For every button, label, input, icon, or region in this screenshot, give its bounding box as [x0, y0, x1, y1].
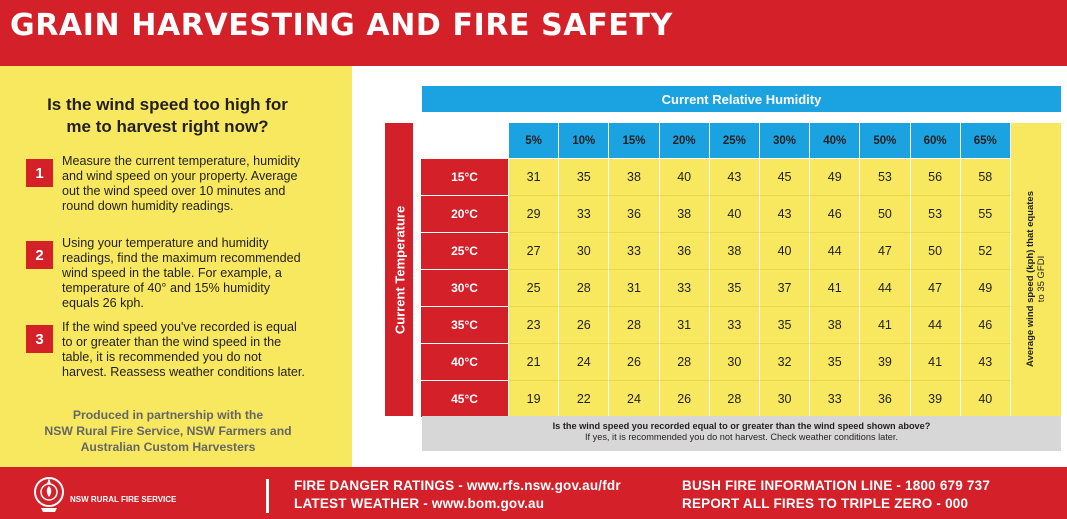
instructions-panel [0, 66, 352, 467]
wind-speed-cell: 36 [660, 233, 710, 270]
partner-line-2: NSW Rural Fire Service, NSW Farmers and [44, 424, 292, 438]
wind-speed-cell: 33 [609, 233, 659, 270]
wind-speed-cell: 31 [660, 307, 710, 344]
partner-line-1: Produced in partnership with the [72, 408, 264, 422]
humidity-header-cell: 10% [559, 123, 609, 159]
wind-speed-cell: 35 [559, 159, 609, 196]
wind-speed-cell: 44 [860, 270, 910, 307]
wind-speed-cell: 38 [609, 159, 659, 196]
humidity-header-cell: 15% [609, 123, 659, 159]
wind-speed-table-area [352, 66, 1067, 467]
table-note [422, 416, 1061, 451]
wind-speed-cell: 36 [609, 196, 659, 233]
wind-speed-cell: 41 [911, 344, 961, 381]
wind-speed-cell: 31 [609, 270, 659, 307]
bush-fire-info-line: BUSH FIRE INFORMATION LINE - 1800 679 737 [682, 478, 991, 493]
average-wind-label [1025, 191, 1047, 367]
temperature-header-cell: 40°C [421, 344, 509, 381]
wind-speed-cell: 38 [660, 196, 710, 233]
humidity-header-cell: 5% [509, 123, 559, 159]
question-heading [0, 94, 335, 138]
step-text: Measure the current temperature, humidity and wind speed on your property. Average out the wind speed over 10 minutes and round down humidity readings. [62, 154, 300, 213]
wind-speed-cell: 38 [810, 307, 860, 344]
humidity-header-cell: 50% [860, 123, 910, 159]
wind-speed-cell: 39 [860, 344, 910, 381]
wind-speed-cell: 35 [810, 344, 860, 381]
wind-speed-cell: 24 [609, 381, 659, 418]
wind-speed-cell: 38 [710, 233, 760, 270]
wind-speed-cell: 41 [860, 307, 910, 344]
temperature-header-cell: 25°C [421, 233, 509, 270]
wind-speed-cell: 32 [760, 344, 810, 381]
wind-speed-cell: 22 [559, 381, 609, 418]
wind-speed-cell: 28 [559, 270, 609, 307]
wind-speed-cell: 39 [911, 381, 961, 418]
partnership-note [0, 407, 336, 455]
temperature-header-cell: 20°C [421, 196, 509, 233]
wind-speed-cell: 35 [760, 307, 810, 344]
temperature-header-cell: 35°C [421, 307, 509, 344]
wind-speed-cell: 44 [810, 233, 860, 270]
wind-speed-cell: 40 [961, 381, 1011, 418]
wind-speed-cell: 27 [509, 233, 559, 270]
temperature-title: Current Temperature [392, 205, 408, 335]
humidity-header-cell: 40% [810, 123, 860, 159]
wind-speed-cell: 24 [559, 344, 609, 381]
wind-speed-cell: 49 [961, 270, 1011, 307]
wind-speed-cell: 26 [559, 307, 609, 344]
wind-speed-cell: 40 [760, 233, 810, 270]
humidity-title-bar [422, 86, 1061, 112]
wind-speed-cell: 28 [609, 307, 659, 344]
step-number-badge: 1 [26, 159, 53, 187]
wind-speed-cell: 28 [710, 381, 760, 418]
wind-speed-cell: 30 [760, 381, 810, 418]
wind-speed-cell: 28 [660, 344, 710, 381]
temperature-header-cell: 30°C [421, 270, 509, 307]
average-wind-label-line-2: to 35 GFDI [1036, 255, 1047, 303]
temperature-header-cell: 45°C [421, 381, 509, 418]
step-number-badge: 3 [26, 325, 53, 353]
temperature-header-cell: 15°C [421, 159, 509, 196]
humidity-header-cell: 30% [760, 123, 810, 159]
wind-speed-cell: 49 [810, 159, 860, 196]
wind-speed-cell: 58 [961, 159, 1011, 196]
step-text: Using your temperature and humidity readings, find the maximum recommended wind speed in the table. For example, a temperature of 40° and 15% humidity equals 26 kph. [62, 236, 301, 310]
wind-speed-cell: 37 [760, 270, 810, 307]
wind-speed-cell: 46 [961, 307, 1011, 344]
step-number-badge: 2 [26, 241, 53, 269]
wind-speed-cell: 56 [911, 159, 961, 196]
table-corner [421, 123, 509, 159]
latest-weather: LATEST WEATHER - www.bom.gov.au [294, 496, 545, 511]
wind-speed-cell: 30 [710, 344, 760, 381]
humidity-header-cell: 25% [710, 123, 760, 159]
wind-speed-cell: 26 [609, 344, 659, 381]
wind-speed-cell: 19 [509, 381, 559, 418]
page-title: GRAIN HARVESTING AND FIRE SAFETY [10, 8, 673, 43]
header-banner [0, 0, 1067, 66]
note-question: Is the wind speed you recorded equal to or greater than the wind speed shown above? [552, 421, 931, 431]
fire-danger-ratings: FIRE DANGER RATINGS - www.rfs.nsw.gov.au/fdr [294, 478, 621, 493]
wind-speed-cell: 33 [660, 270, 710, 307]
wind-speed-cell: 41 [810, 270, 860, 307]
wind-speed-cell: 40 [710, 196, 760, 233]
wind-speed-cell: 33 [810, 381, 860, 418]
wind-speed-cell: 30 [559, 233, 609, 270]
humidity-title: Current Relative Humidity [661, 91, 822, 107]
partner-line-3: Australian Custom Harvesters [80, 440, 256, 454]
wind-speed-cell: 53 [860, 159, 910, 196]
wind-speed-cell: 33 [559, 196, 609, 233]
rfs-crest-icon [32, 475, 66, 513]
question-line-1: Is the wind speed too high for [47, 95, 288, 114]
wind-speed-cell: 52 [961, 233, 1011, 270]
wind-speed-cell: 47 [911, 270, 961, 307]
step-text: If the wind speed you've recorded is equal to or greater than the wind speed in the table, it is recommended you do not harvest. Reassess weather conditions later. [62, 320, 305, 379]
wind-speed-cell: 43 [760, 196, 810, 233]
wind-speed-cell: 26 [660, 381, 710, 418]
footer-divider [266, 479, 269, 513]
wind-speed-cell: 43 [961, 344, 1011, 381]
wind-speed-cell: 21 [509, 344, 559, 381]
humidity-header-cell: 65% [961, 123, 1011, 159]
rfs-logo-text: NSW RURAL FIRE SERVICE [70, 495, 177, 504]
wind-speed-cell: 36 [860, 381, 910, 418]
wind-speed-cell: 50 [860, 196, 910, 233]
humidity-header-cell: 20% [660, 123, 710, 159]
report-fires-line: REPORT ALL FIRES TO TRIPLE ZERO - 000 [682, 496, 969, 511]
humidity-header-cell: 60% [911, 123, 961, 159]
wind-speed-cell: 47 [860, 233, 910, 270]
wind-speed-cell: 43 [710, 159, 760, 196]
average-wind-label-line-1: Average wind speed (kph) that equates [1025, 191, 1036, 367]
wind-speed-cell: 46 [810, 196, 860, 233]
wind-speed-cell: 53 [911, 196, 961, 233]
wind-speed-cell: 25 [509, 270, 559, 307]
wind-speed-grid [421, 123, 1011, 418]
wind-speed-cell: 40 [660, 159, 710, 196]
wind-speed-cell: 23 [509, 307, 559, 344]
wind-speed-cell: 35 [710, 270, 760, 307]
wind-speed-cell: 45 [760, 159, 810, 196]
question-line-2: me to harvest right now? [66, 117, 269, 136]
wind-speed-cell: 31 [509, 159, 559, 196]
footer-bar [0, 467, 1067, 519]
wind-speed-cell: 55 [961, 196, 1011, 233]
wind-speed-cell: 29 [509, 196, 559, 233]
note-answer: If yes, it is recommended you do not harvest. Check weather conditions later. [584, 432, 899, 442]
wind-speed-cell: 50 [911, 233, 961, 270]
wind-speed-cell: 33 [710, 307, 760, 344]
wind-speed-cell: 44 [911, 307, 961, 344]
